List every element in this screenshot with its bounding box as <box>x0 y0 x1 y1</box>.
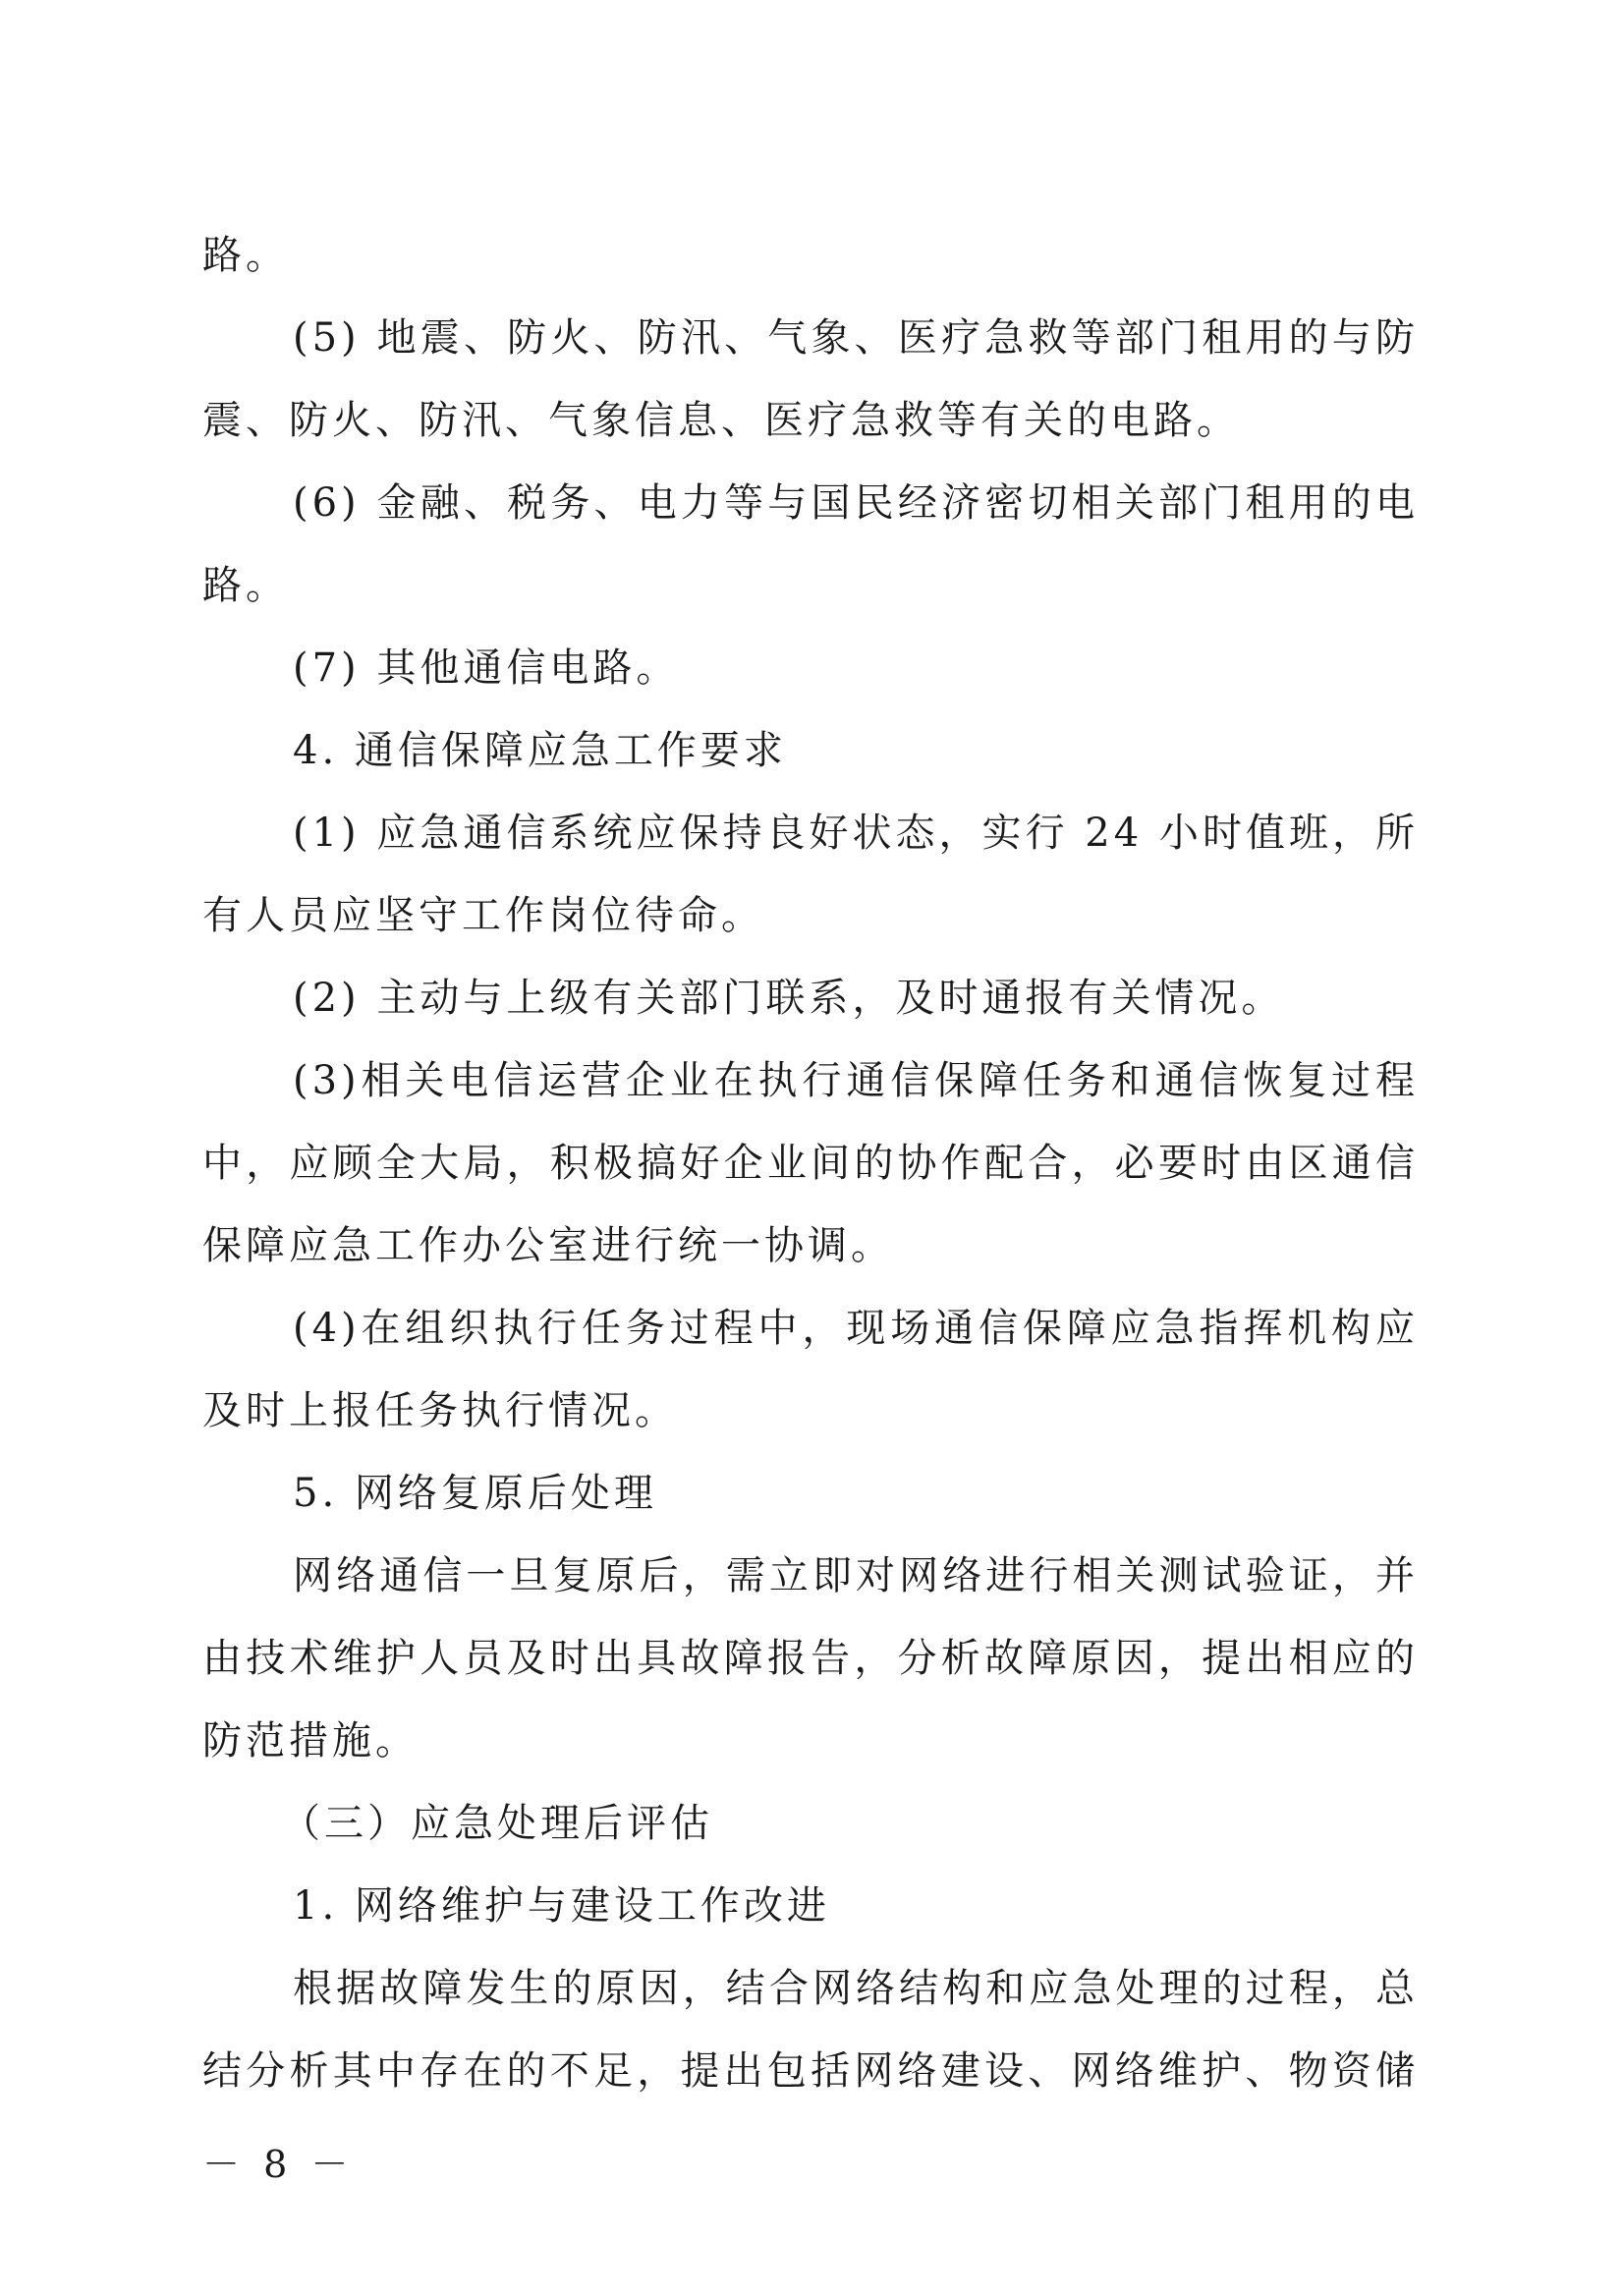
list-item-5-line-2: 震、防火、防汛、气象信息、医疗急救等有关的电路。 <box>202 398 1240 443</box>
requirement-1-line-1: (1) 应急通信系统应保持良好状态，实行 24 小时值班，所 <box>293 811 1419 856</box>
list-item-6-line-1: (6) 金融、税务、电力等与国民经济密切相关部门租用的电 <box>293 480 1419 526</box>
section-heading-5: 5. 网络复原后处理 <box>293 1471 657 1516</box>
recovery-paragraph-line-1: 网络通信一旦复原后，需立即对网络进行相关测试验证，并 <box>293 1553 1419 1598</box>
list-item-7: (7) 其他通信电路。 <box>293 645 680 691</box>
subsection-heading-1: 1. 网络维护与建设工作改进 <box>293 1883 830 1929</box>
requirement-3-line-2: 中，应顾全大局，积极搞好企业间的协作配合，必要时由区通信 <box>202 1141 1419 1186</box>
requirement-3-line-1: (3)相关电信运营企业在执行通信保障任务和通信恢复过程 <box>293 1058 1419 1103</box>
list-item-6-line-2: 路。 <box>202 563 289 608</box>
requirement-4-line-1: (4)在组织执行任务过程中，现场通信保障应急指挥机构应 <box>293 1306 1419 1351</box>
section-heading-4: 4. 通信保障应急工作要求 <box>293 728 787 773</box>
requirement-1-line-2: 有人员应坚守工作岗位待命。 <box>202 893 764 938</box>
list-item-5-line-1: (5) 地震、防火、防汛、气象、医疗急救等部门租用的与防 <box>293 315 1419 361</box>
page-number: － 8 － <box>202 2143 355 2186</box>
recovery-paragraph-line-2: 由技术维护人员及时出具故障报告，分析故障原因，提出相应的 <box>202 1636 1419 1681</box>
requirement-3-line-3: 保障应急工作办公室进行统一协调。 <box>202 1223 894 1268</box>
recovery-paragraph-line-3: 防范措施。 <box>202 1718 419 1764</box>
body-text <box>202 214 1419 2112</box>
evaluation-paragraph-line-2: 结分析其中存在的不足，提出包括网络建设、网络维护、物资储 <box>202 2048 1419 2094</box>
requirement-4-line-2: 及时上报任务执行情况。 <box>202 1388 678 1433</box>
paragraph-continuation-line: 路。 <box>202 233 289 278</box>
evaluation-paragraph-line-1: 根据故障发生的原因，结合网络结构和应急处理的过程，总 <box>293 1966 1419 2011</box>
requirement-2: (2) 主动与上级有关部门联系，及时通报有关情况。 <box>293 976 1285 1021</box>
section-heading-3: （三）应急处理后评估 <box>281 1801 713 1846</box>
